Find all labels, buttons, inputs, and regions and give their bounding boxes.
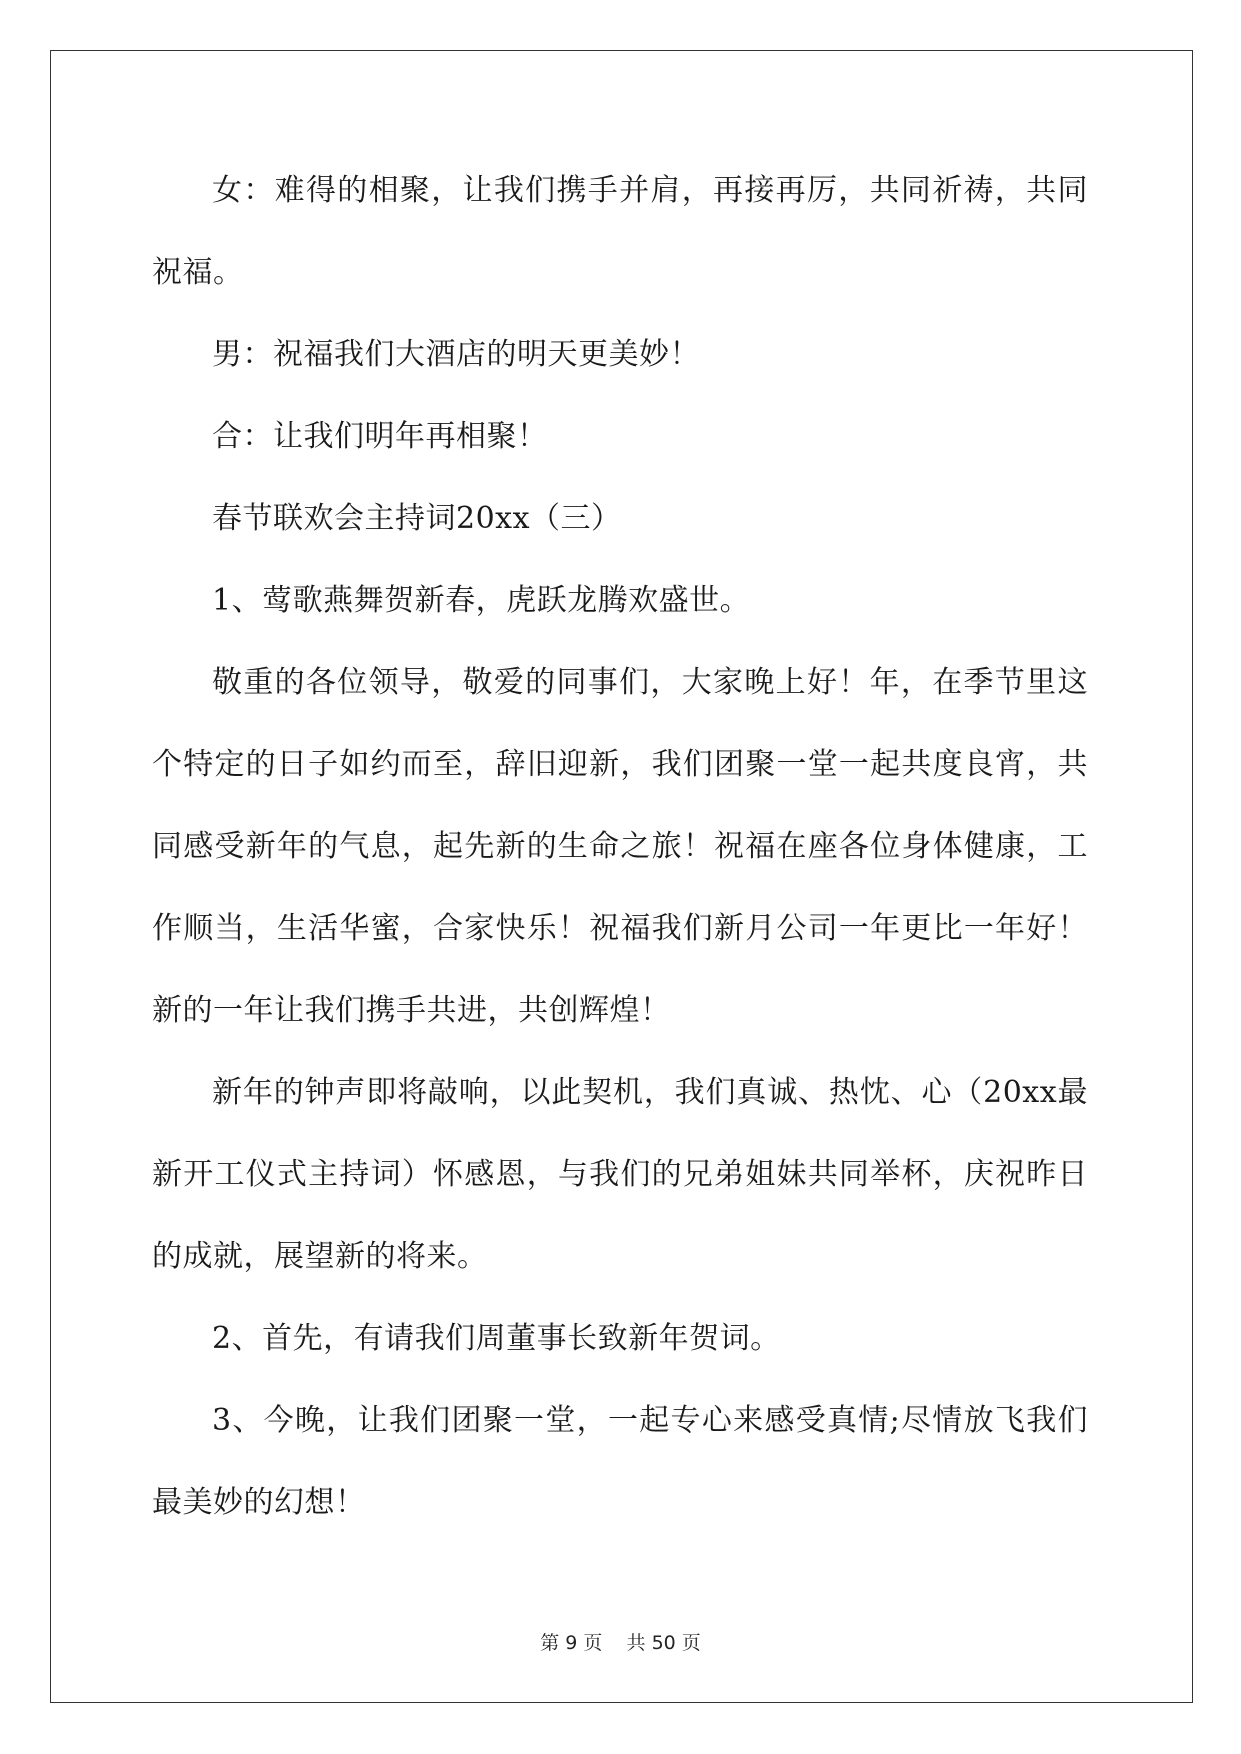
paragraph-1: 女：难得的相聚，让我们携手并肩，再接再厉，共同祈祷，共同祝福。	[152, 173, 1088, 290]
paragraph-7: 新年的钟声即将敲响，以此契机，我们真诚、热忱、心（20xx最新开工仪式主持词）怀感恩，与我们的兄弟姐妹共同举杯，庆祝昨日的成就，展望新的将来。	[152, 1075, 1088, 1274]
section-heading: 春节联欢会主持词20xx（三）	[212, 501, 622, 536]
page-number: 第 9 页 共 50 页	[540, 1632, 701, 1654]
paragraph-2: 男：祝福我们大酒店的明天更美妙！	[212, 337, 700, 372]
paragraph-3: 合：让我们明年再相聚！	[212, 419, 548, 454]
document-body	[152, 150, 1088, 1544]
page-footer	[0, 1628, 1241, 1655]
paragraph-9: 3、今晚，让我们团聚一堂，一起专心来感受真情;尽情放飞我们最美妙的幻想！	[152, 1403, 1088, 1520]
paragraph-6: 敬重的各位领导，敬爱的同事们，大家晚上好！年，在季节里这个特定的日子如约而至，辞旧迎新，我们团聚一堂一起共度良宵，共同感受新年的气息，起先新的生命之旅！祝福在座各位身体健康，工作顺当，生活华蜜，合家快乐！祝福我们新月公司一年更比一年好！新的一年让我们携手共进，共创辉煌！	[152, 665, 1088, 1028]
paragraph-5: 1、莺歌燕舞贺新春，虎跃龙腾欢盛世。	[212, 583, 751, 618]
paragraph-8: 2、首先，有请我们周董事长致新年贺词。	[212, 1321, 781, 1356]
